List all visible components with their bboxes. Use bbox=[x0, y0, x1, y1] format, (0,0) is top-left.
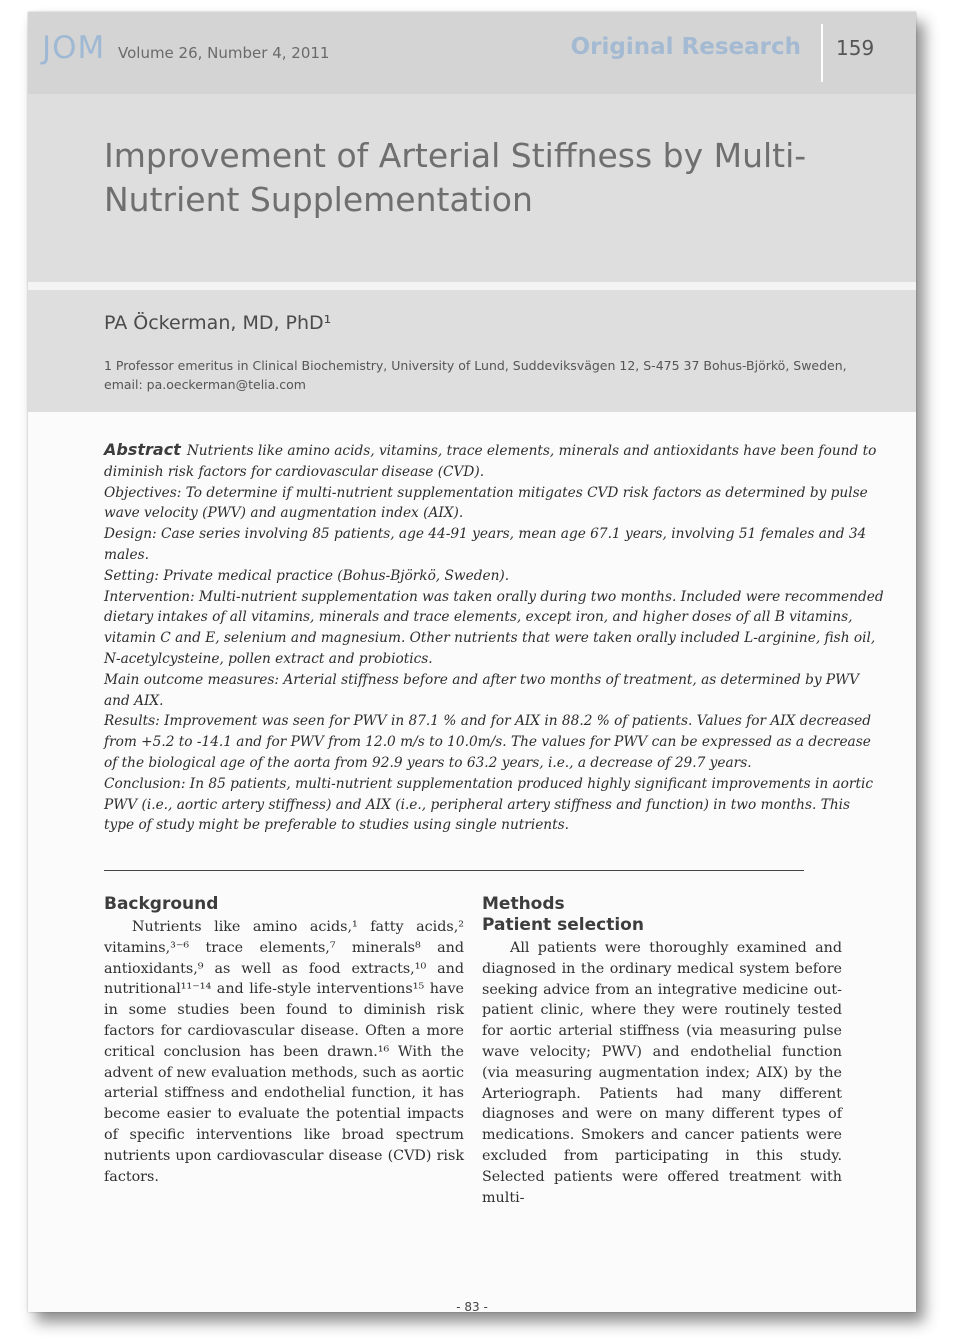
volume-info: Volume 26, Number 4, 2011 bbox=[118, 44, 330, 62]
abstract-label: Abstract bbox=[104, 440, 181, 459]
abstract-intervention: Intervention: Multi-nutrient supplementation was taken orally during two months. Included were recommended dietary intakes of all vitamins, minerals and trace elements, except iron, and higher doses of all B vitamins, vitamin C and E, selenium and magnesium. Other nutrients that were taken orally included L-arginine, fish oil, N-acetylcysteine, pollen extract and probiotics. bbox=[104, 588, 884, 667]
methods-heading: Methods bbox=[482, 894, 565, 914]
header-divider bbox=[821, 24, 823, 82]
journal-page bbox=[28, 12, 916, 1312]
abstract-intro bbox=[104, 440, 884, 483]
abstract-setting: Setting: Private medical practice (Bohus-Björkö, Sweden). bbox=[104, 567, 510, 584]
folio: - 83 - bbox=[456, 1300, 488, 1312]
methods-text: All patients were thoroughly examined and diagnosed in the ordinary medical system before seeking advice from an integrative medicine out-patient clinic, where they were routinely tested for aortic arterial stiffness (via measuring pulse wave velocity; PWV) and endothelial function (via measuring augmentation index; AIX) by the Arteriograph. Patients had many different diagnoses and were on many different types of medications. Smokers and cancer patients were excluded from participating in this study. Selected patients were offered treatment with multi- bbox=[482, 940, 842, 1206]
author-line: PA Öckerman, MD, PhD¹ bbox=[104, 312, 332, 334]
title-separator bbox=[28, 282, 916, 290]
affiliation: 1 Professor emeritus in Clinical Biochemistry, University of Lund, Suddeviksvägen 12, S-475 37 Bohus-Björkö, Sweden, email: pa.oeckerman@telia.com bbox=[104, 358, 847, 392]
background-text: Nutrients like amino acids,¹ fatty acids,² vitamins,³⁻⁶ trace elements,⁷ minerals⁸ and antioxidants,⁹ as well as food extracts,¹⁰ and nutritional¹¹⁻¹⁴ and life-style interventions¹⁵ have in some studies been found to diminish risk factors for cardiovascular disease. Often a more critical conclusion has been drawn.¹⁶ With the advent of new evaluation methods, such as aortic arterial stiffness and endothelial function, it has become easier to evaluate the potential impacts of specific interventions like broad spectrum nutrients upon cardiovascular disease (CVD) risk factors. bbox=[104, 919, 464, 1185]
abstract-results: Results: Improvement was seen for PWV in 87.1 % and for AIX in 88.2 % of patients. Values for AIX decreased from +5.2 to -14.1 and for PWV from 12.0 m/s to 10.0m/s. The values for PWV can be expressed as a decrease of the biological age of the aorta from 92.9 years to 63.2 years, i.e., a decrease of 29.7 years. bbox=[104, 713, 871, 771]
abstract-objectives: Objectives: To determine if multi-nutrient supplementation mitigates CVD risk factors as determined by pulse wave velocity (PWV) and augmentation index (AIX). bbox=[104, 484, 868, 522]
abstract-design: Design: Case series involving 85 patients, age 44-91 years, mean age 67.1 years, involving 51 females and 34 males. bbox=[104, 526, 867, 563]
background-column bbox=[104, 894, 464, 1187]
background-heading: Background bbox=[104, 894, 219, 914]
methods-column bbox=[482, 894, 842, 1208]
abstract-rule bbox=[104, 870, 804, 871]
abstract-intro-text: Nutrients like amino acids, vitamins, trace elements, minerals and antioxidants have been found to diminish risk factors for cardiovascular disease (CVD). bbox=[104, 443, 877, 480]
running-header bbox=[28, 12, 916, 94]
journal-logo: JOM bbox=[42, 30, 106, 66]
article-title: Improvement of Arterial Stiffness by Multi-Nutrient Supplementation bbox=[104, 136, 807, 219]
section-label: Original Research bbox=[570, 34, 801, 60]
abstract bbox=[104, 440, 884, 836]
patient-selection-heading: Patient selection bbox=[482, 915, 644, 935]
abstract-outcome: Main outcome measures: Arterial stiffness before and after two months of treatment, as determined by PWV and AIX. bbox=[104, 671, 860, 709]
page-number: 159 bbox=[836, 36, 875, 60]
abstract-conclusion: Conclusion: In 85 patients, multi-nutrient supplementation produced highly significant improvements in aortic PWV (i.e., aortic artery stiffness) and AIX (i.e., peripheral artery stiffness and function) in two months. This type of study might be preferable to studies using single nutrients. bbox=[104, 775, 874, 834]
